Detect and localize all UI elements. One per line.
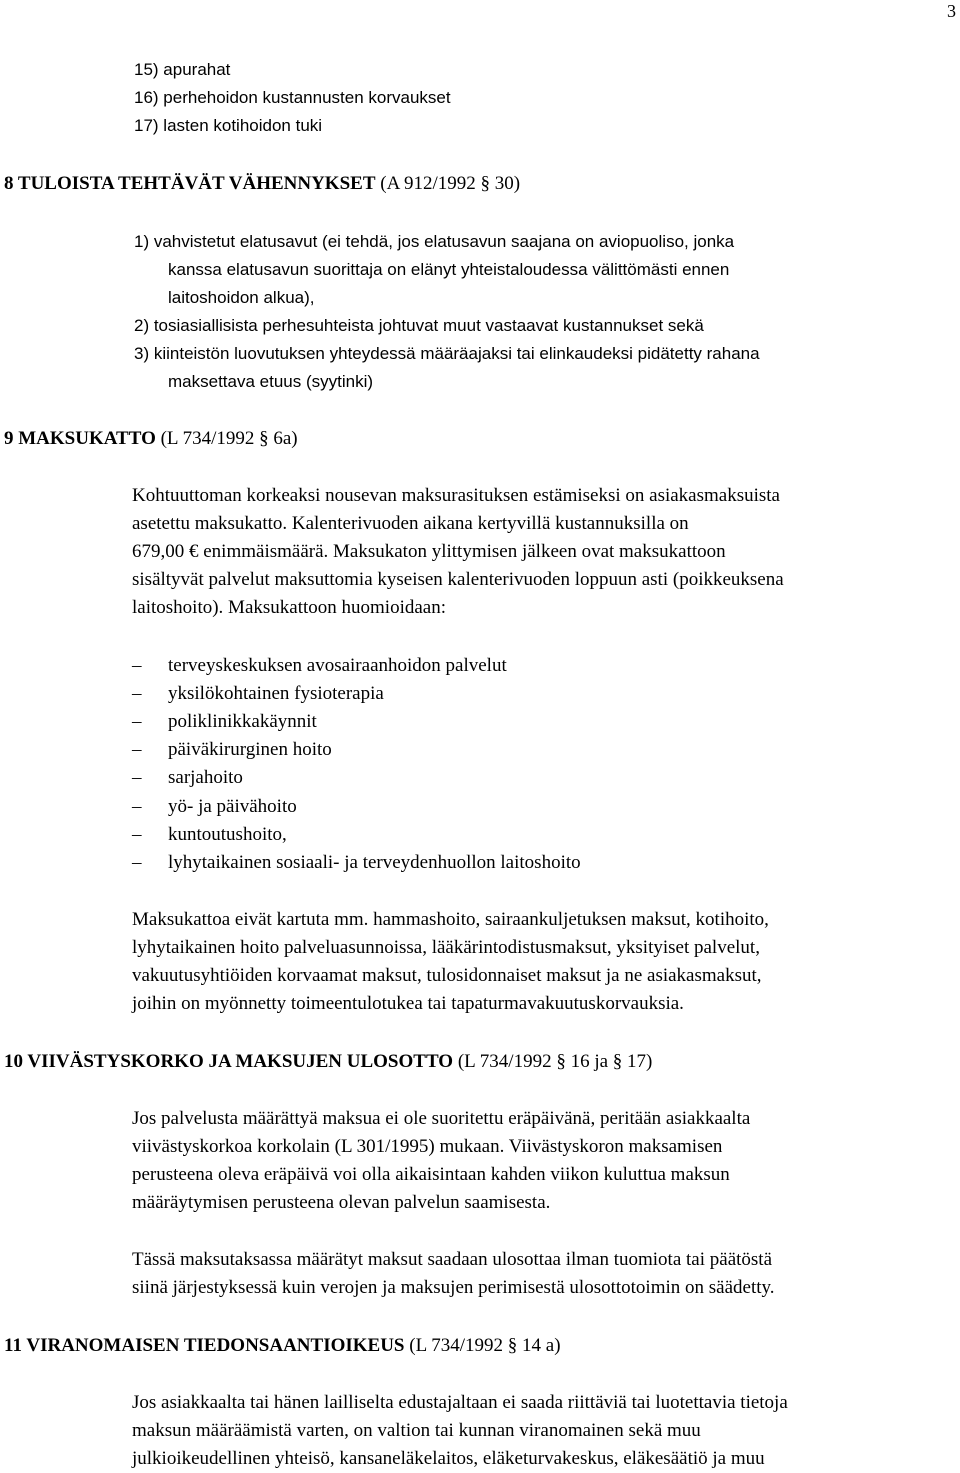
dash-icon: – xyxy=(132,739,142,760)
list-item: 15) apurahat xyxy=(134,60,231,79)
section-heading xyxy=(4,1050,652,1074)
section-heading-title: 10 VIIVÄSTYSKORKO JA MAKSUJEN ULOSOTTO xyxy=(4,1051,454,1072)
paragraph-line: Jos asiakkaalta tai hänen lailliselta edustajaltaan ei saada riittäviä tai luotettavia tietoja xyxy=(132,1392,788,1413)
section-heading-ref: (L 734/1992 § 16 ja § 17) xyxy=(453,1051,653,1072)
paragraph-line: Kohtuuttoman korkeaksi nousevan maksurasituksen estämiseksi on asiakasmaksuista xyxy=(132,485,780,506)
section-heading-title: 11 VIRANOMAISEN TIEDONSAANTIOIKEUS xyxy=(4,1335,405,1356)
paragraph-line: viivästyskorkoa korkolain (L 301/1995) mukaan. Viivästyskoron maksamisen xyxy=(132,1136,723,1157)
section-heading-ref: (L 734/1992 § 14 a) xyxy=(404,1335,561,1356)
list-item: päiväkirurginen hoito xyxy=(168,739,332,760)
list-item: 16) perhehoidon kustannusten korvaukset xyxy=(134,88,451,107)
paragraph-line: 679,00 € enimmäismäärä. Maksukaton ylittymisen jälkeen ovat maksukattoon xyxy=(132,541,726,562)
dash-icon: – xyxy=(132,796,142,817)
paragraph-line: määräytymisen perusteena olevan palvelun saamisesta. xyxy=(132,1192,551,1213)
section-heading xyxy=(4,427,298,451)
section-heading xyxy=(4,1334,561,1358)
paragraph-line: joihin on myönnetty toimeentulotukea tai tapaturmavakuutuskorvauksia. xyxy=(132,993,684,1014)
paragraph-line: perusteena oleva eräpäivä voi olla aikaisintaan kahden viikon kuluttua maksun xyxy=(132,1164,730,1185)
paragraph-line: julkioikeudellinen yhteisö, kansaneläkelaitos, eläketurvakeskus, eläkesäätiö ja muu xyxy=(132,1448,765,1469)
paragraph-line: lyhytaikainen hoito palveluasunnoissa, lääkärintodistusmaksut, yksityiset palvelut, xyxy=(132,937,760,958)
dash-icon: – xyxy=(132,711,142,732)
section-heading xyxy=(4,172,520,196)
section-heading-title: 8 TULOISTA TEHTÄVÄT VÄHENNYKSET xyxy=(4,173,376,194)
list-item: 2) tosiasiallisista perhesuhteista johtuvat muut vastaavat kustannukset sekä xyxy=(134,316,704,335)
list-item: kanssa elatusavun suorittaja on elänyt yhteistaloudessa välittömästi ennen xyxy=(168,260,730,279)
list-item: sarjahoito xyxy=(168,767,243,788)
dash-icon: – xyxy=(132,767,142,788)
paragraph-line: Tässä maksutaksassa määrätyt maksut saadaan ulosottaa ilman tuomiota tai päätöstä xyxy=(132,1249,773,1270)
section-heading-title: 9 MAKSUKATTO xyxy=(4,428,156,449)
list-item: terveyskeskuksen avosairaanhoidon palvelut xyxy=(168,655,507,676)
paragraph-line: Jos palvelusta määrättyä maksua ei ole suoritettu eräpäivänä, peritään asiakkaalta xyxy=(132,1108,751,1129)
dash-icon: – xyxy=(132,683,142,704)
list-item: poliklinikkakäynnit xyxy=(168,711,317,732)
list-item: 17) lasten kotihoidon tuki xyxy=(134,116,323,135)
list-item: kuntoutushoito, xyxy=(168,824,287,845)
dash-icon: – xyxy=(132,655,142,676)
list-item: 1) vahvistetut elatusavut (ei tehdä, jos elatusavun saajana on aviopuoliso, jonka xyxy=(134,232,735,251)
paragraph-line: asetettu maksukatto. Kalenterivuoden aikana kertyvillä kustannuksilla on xyxy=(132,513,689,534)
section-heading-ref: (L 734/1992 § 6a) xyxy=(155,428,298,449)
dash-icon: – xyxy=(132,852,142,873)
list-item: 3) kiinteistön luovutuksen yhteydessä määräajaksi tai elinkaudeksi pidätetty rahana xyxy=(134,344,760,363)
list-item: yö- ja päivähoito xyxy=(168,796,297,817)
paragraph-line: siinä järjestyksessä kuin verojen ja maksujen perimisestä ulosottotoimin on säädetty. xyxy=(132,1277,775,1298)
paragraph-line: laitoshoito). Maksukattoon huomioidaan: xyxy=(132,597,446,618)
dash-icon: – xyxy=(132,824,142,845)
list-item: maksettava etuus (syytinki) xyxy=(168,372,374,391)
paragraph-line: sisältyvät palvelut maksuttomia kyseisen kalenterivuoden loppuun asti (poikkeuksena xyxy=(132,569,784,590)
list-item: laitoshoidon alkua), xyxy=(168,288,315,307)
paragraph-line: maksun määräämistä varten, on valtion tai kunnan viranomainen sekä muu xyxy=(132,1420,701,1441)
page-number: 3 xyxy=(947,1,956,21)
paragraph-line: Maksukattoa eivät kartuta mm. hammashoito, sairaankuljetuksen maksut, kotihoito, xyxy=(132,909,769,930)
paragraph-line: vakuutusyhtiöiden korvaamat maksut, tulosidonnaiset maksut ja ne asiakasmaksut, xyxy=(132,965,762,986)
list-item: yksilökohtainen fysioterapia xyxy=(168,683,384,704)
list-item: lyhytaikainen sosiaali- ja terveydenhuollon laitoshoito xyxy=(168,852,581,873)
section-heading-ref: (A 912/1992 § 30) xyxy=(375,173,521,194)
